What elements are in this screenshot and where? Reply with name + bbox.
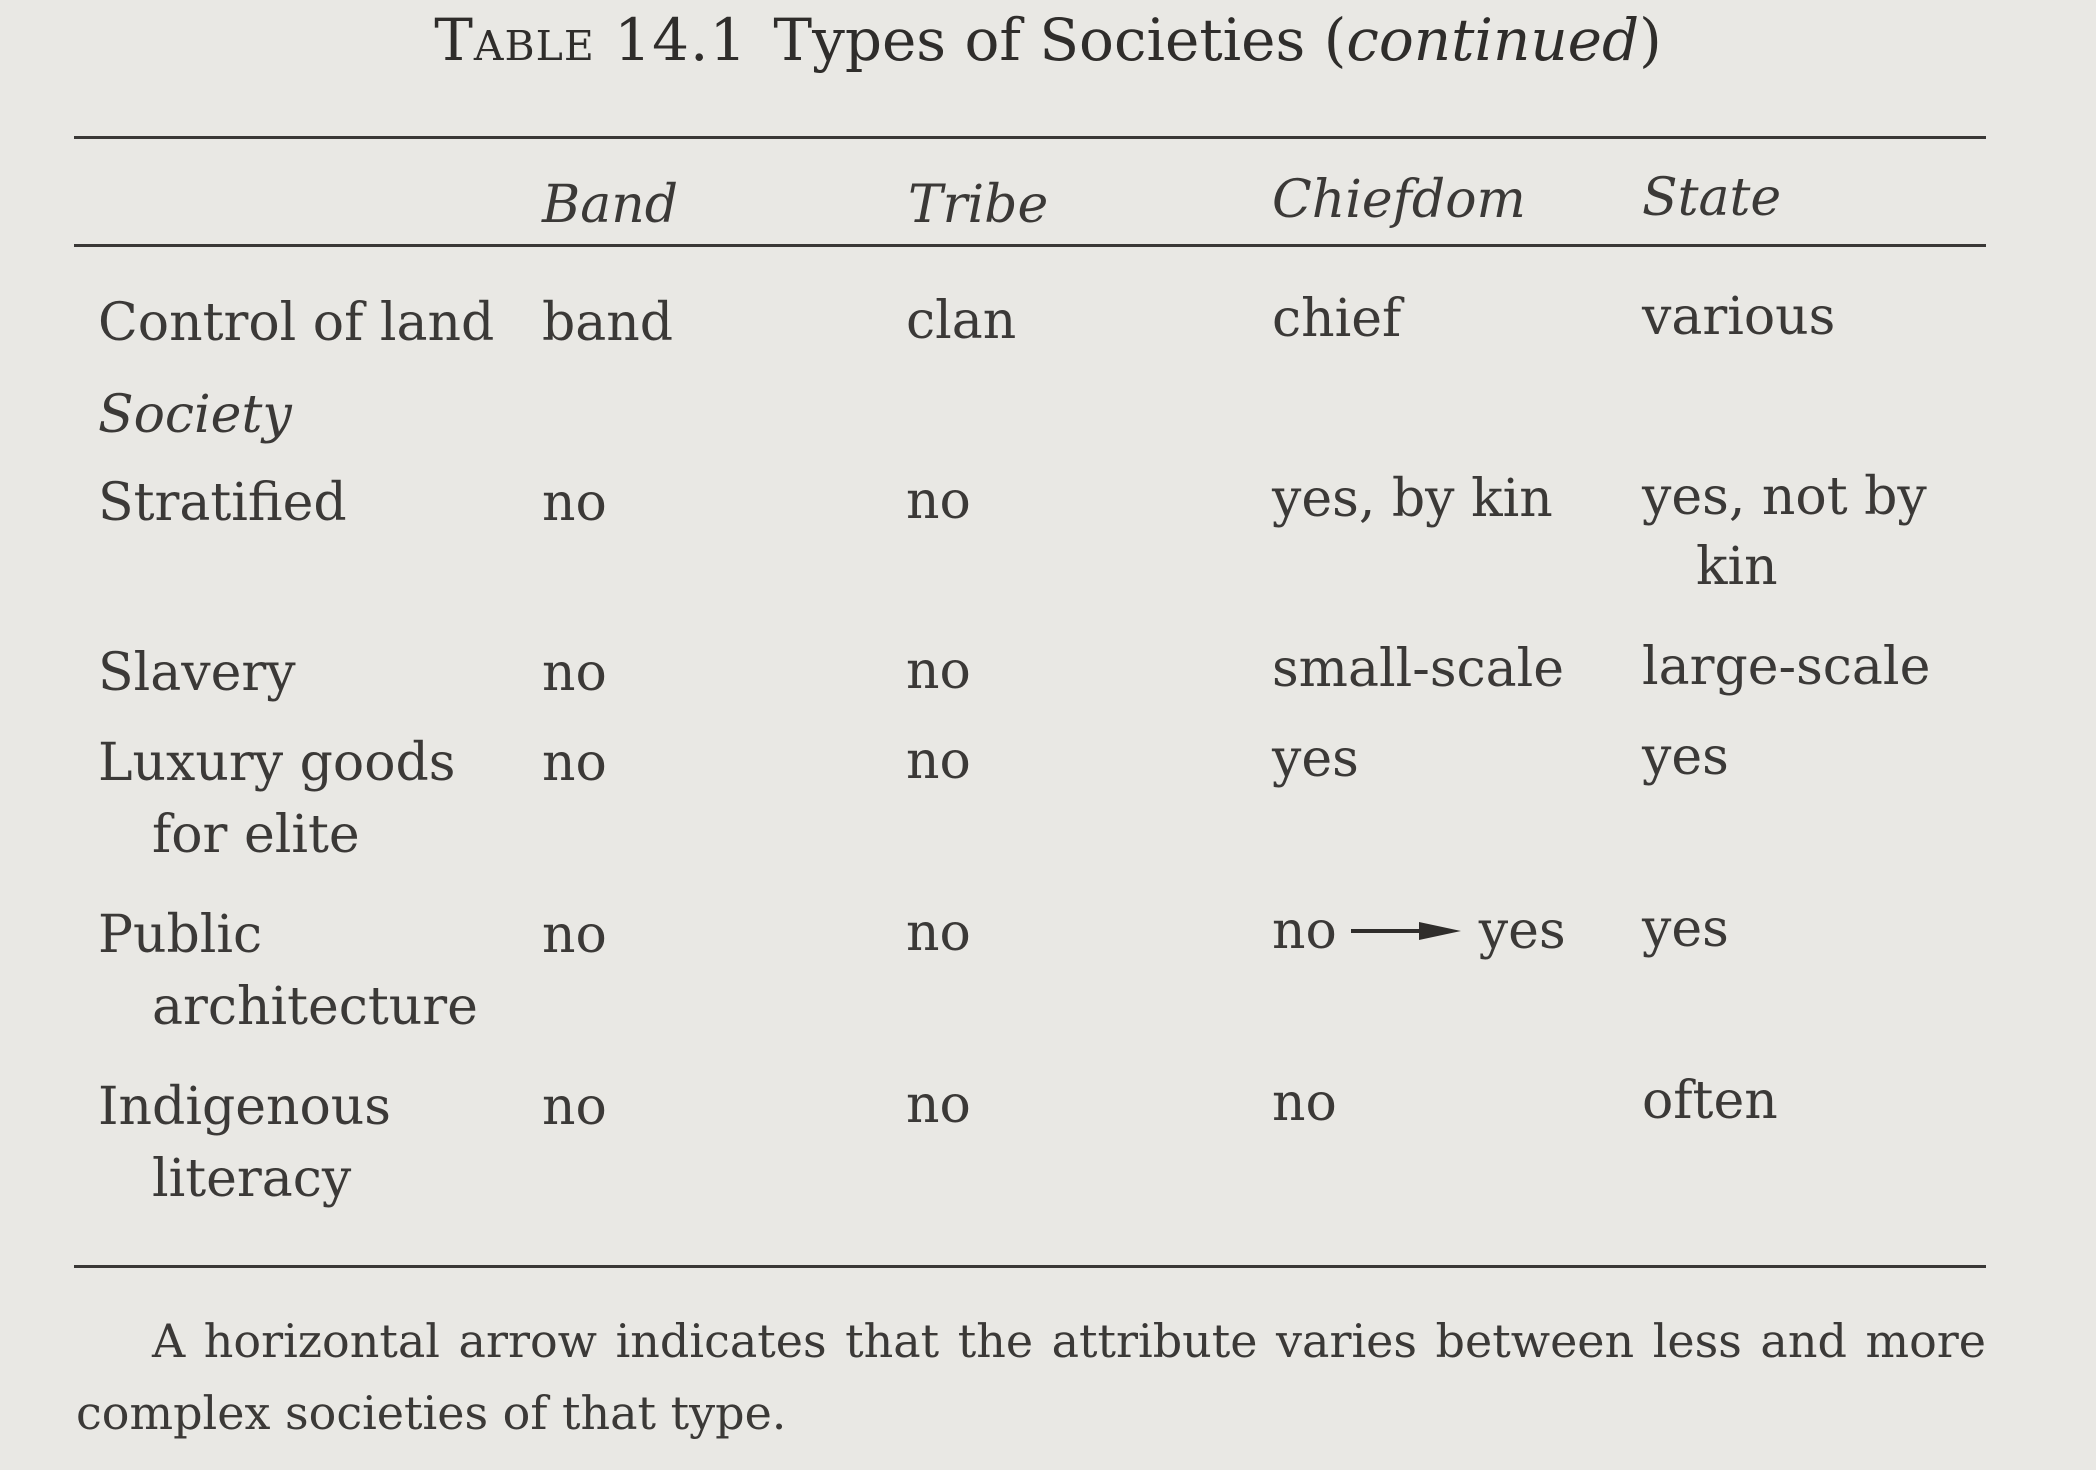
top-rule	[74, 136, 1986, 139]
cell-tribe-stratified: no	[906, 471, 971, 531]
right-arrow-icon	[1351, 920, 1461, 942]
header-rule	[74, 244, 1986, 247]
row-label-public-architecture-cont: architecture	[152, 977, 478, 1037]
cell-state-literacy: often	[1642, 1071, 1778, 1131]
row-label-public-architecture: Public	[98, 905, 263, 965]
cell-state-stratified: yes, not by	[1642, 467, 1927, 527]
cell-band-luxury: no	[542, 733, 607, 793]
cell-tribe-luxury: no	[906, 731, 971, 791]
cell-band-slavery: no	[542, 643, 607, 703]
cell-state-stratified-cont: kin	[1696, 537, 1778, 597]
cell-chiefdom-stratified: yes, by kin	[1272, 469, 1553, 529]
cell-tribe-public: no	[906, 903, 971, 963]
chiefdom-public-from: no	[1272, 901, 1337, 961]
row-label-stratified: Stratified	[98, 473, 347, 533]
table-caption: Table 14.1 Types of Societies (continued)	[434, 6, 1662, 74]
cell-tribe-control: clan	[906, 291, 1017, 351]
cell-band-literacy: no	[542, 1077, 607, 1137]
row-label-luxury-goods: Luxury goods	[98, 733, 456, 793]
cell-tribe-literacy: no	[906, 1075, 971, 1135]
cell-chiefdom-control: chief	[1272, 289, 1402, 349]
row-label-slavery: Slavery	[98, 643, 296, 703]
continued-label: continued	[1346, 6, 1640, 74]
cell-band-control: band	[542, 293, 674, 353]
column-header-band: Band	[542, 175, 678, 235]
cell-chiefdom-literacy: no	[1272, 1073, 1337, 1133]
cell-band-public: no	[542, 905, 607, 965]
cell-chiefdom-public	[1272, 896, 1566, 966]
row-label-indigenous-literacy-cont: literacy	[152, 1149, 352, 1209]
section-label-society: Society	[98, 385, 292, 445]
table-footnote: A horizontal arrow indicates that the attribute varies between less and more complex societies of that type.	[76, 1314, 1986, 1440]
column-header-chiefdom: Chiefdom	[1272, 170, 1526, 230]
cell-chiefdom-slavery: small-scale	[1272, 639, 1565, 699]
row-label-control-of-land: Control of land	[98, 293, 495, 353]
table-title: Types of Societies	[773, 6, 1306, 74]
row-label-indigenous-literacy: Indigenous	[98, 1077, 391, 1137]
cell-tribe-slavery: no	[906, 641, 971, 701]
chiefdom-public-to: yes	[1478, 901, 1566, 961]
table-number: Table 14.1	[434, 6, 748, 74]
cell-state-slavery: large-scale	[1642, 637, 1931, 697]
cell-band-stratified: no	[542, 473, 607, 533]
column-header-state: State	[1642, 168, 1782, 228]
row-label-luxury-goods-cont: for elite	[152, 805, 360, 865]
cell-state-control: various	[1642, 287, 1836, 347]
cell-state-public: yes	[1642, 899, 1729, 959]
cell-chiefdom-luxury: yes	[1272, 729, 1359, 789]
bottom-rule	[74, 1265, 1986, 1268]
column-header-tribe: Tribe	[908, 175, 1049, 235]
cell-state-luxury: yes	[1642, 727, 1729, 787]
